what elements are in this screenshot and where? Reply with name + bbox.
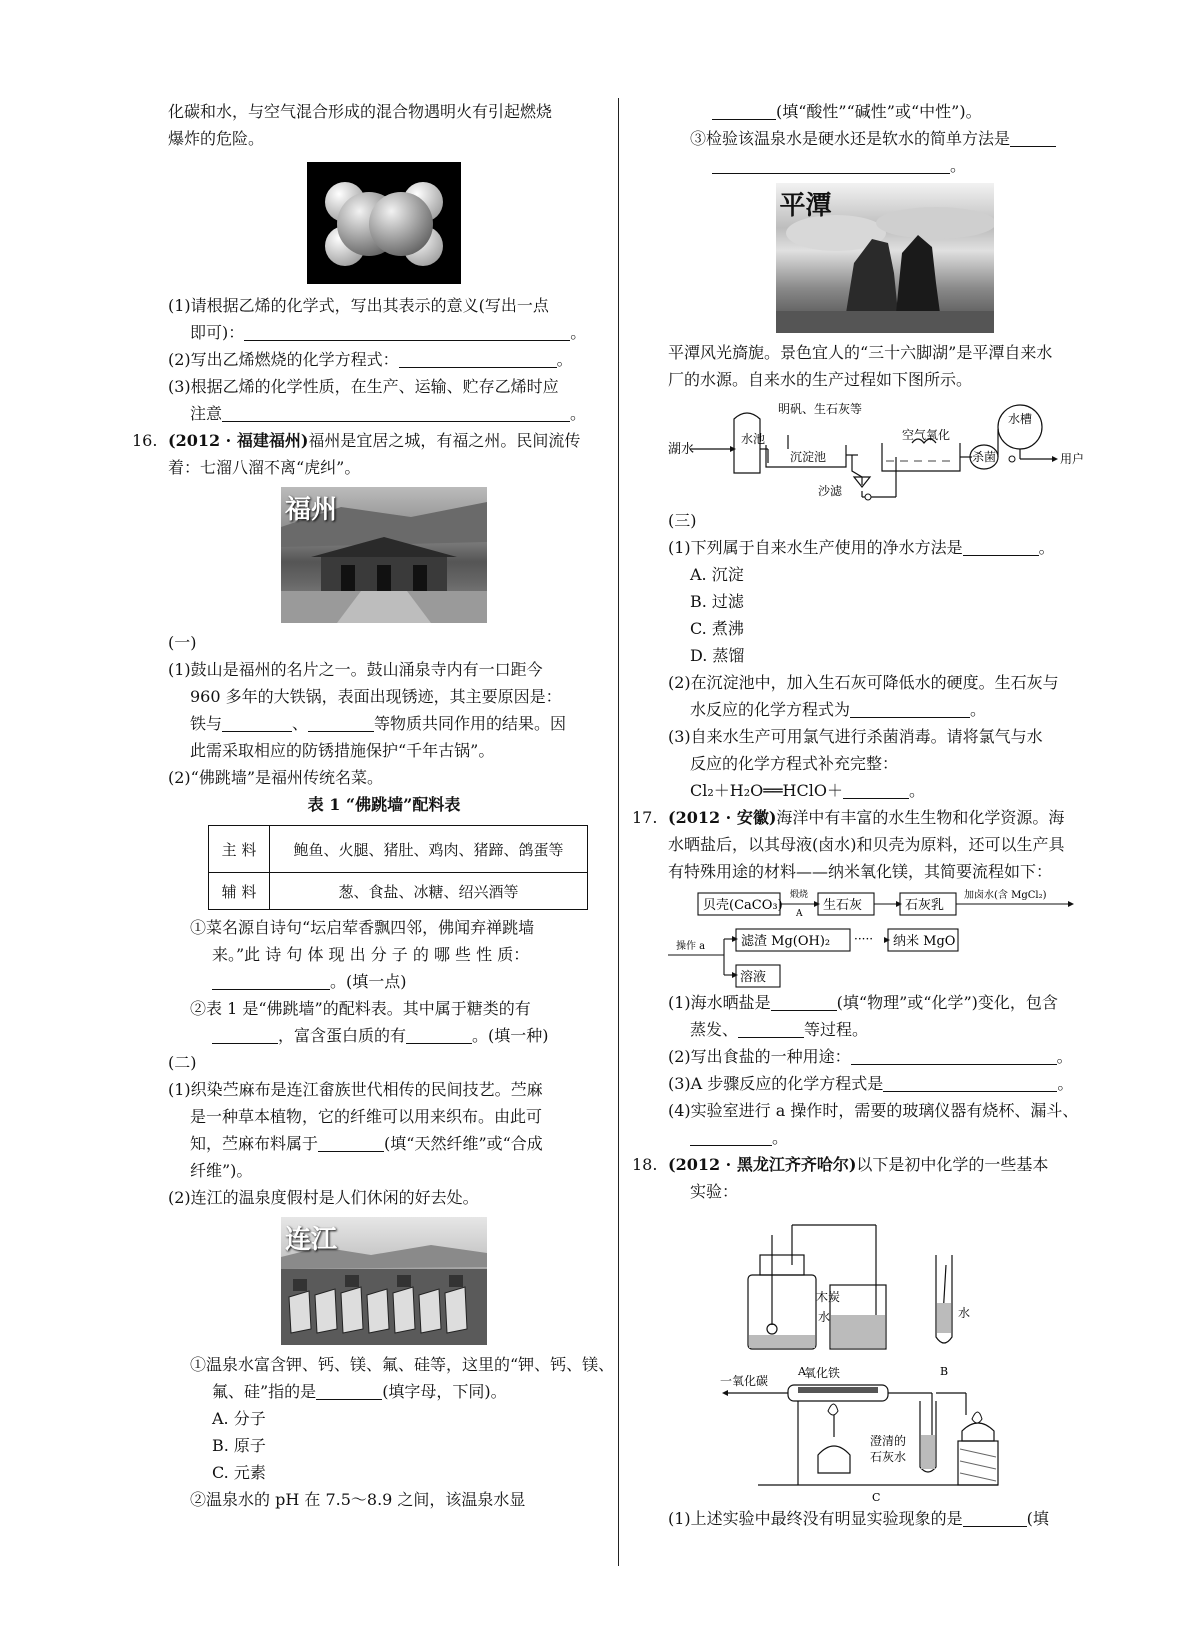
- question-source: (2012 · 黑龙江齐齐哈尔): [668, 1155, 857, 1174]
- answer-blank[interactable]: [244, 322, 570, 341]
- mg-dots: ·····: [854, 932, 874, 946]
- text-line: (2)写出乙烯燃烧的化学方程式： 。: [168, 350, 573, 369]
- label-limewater-2: 石灰水: [870, 1450, 907, 1464]
- option: B. 过滤: [690, 592, 744, 611]
- label-a: A: [798, 1365, 806, 1378]
- ethylene-model-image: [307, 162, 461, 284]
- label-water: 水: [818, 1310, 831, 1324]
- flow-sand: 沙滤: [818, 484, 843, 498]
- text-line: (填“酸性”“碱性”或“中性”)。: [668, 98, 1101, 125]
- photo-caption: 连江: [285, 1225, 338, 1255]
- question-16: 16. (2012 · 福建福州)福州是宜居之城，有福之州。民间流传: [168, 427, 600, 454]
- label-fe2o3: 氧化铁: [804, 1366, 841, 1380]
- text-line: (2)连江的温泉度假村是人们休闲的好去处。: [168, 1188, 479, 1207]
- text-line: (4)实验室进行 a 操作时，需要的玻璃仪器有烧杯、漏斗、: [668, 1101, 1079, 1120]
- mg-limemilk: 石灰乳: [905, 898, 945, 913]
- text-line: (3)自来水生产可用氯气进行杀菌消毒。请将氯气与水: [668, 727, 1043, 746]
- text-line: (2)在沉淀池中，加入生石灰可降低水的硬度。生石灰与: [668, 673, 1059, 692]
- label-c: C: [872, 1491, 881, 1504]
- answer-blank[interactable]: [963, 1508, 1027, 1527]
- answer-blank[interactable]: [963, 537, 1039, 556]
- text-line: 知，苎麻布料属于 (填“天然纤维”或“合成: [190, 1134, 543, 1153]
- text-line: 。(填一点): [168, 968, 600, 995]
- answer-blank[interactable]: [1010, 128, 1056, 147]
- label-limewater-1: 澄清的: [870, 1434, 907, 1448]
- flow-lake: 湖水: [668, 442, 695, 457]
- mg-solution: 溶液: [740, 970, 767, 985]
- mg-shell: 贝壳(CaCO₃): [703, 898, 783, 913]
- answer-blank[interactable]: [222, 403, 570, 422]
- experiment-apparatus: [668, 1205, 1101, 1505]
- text-line: (3)根据乙烯的化学性质，在生产、运输、贮存乙烯时应: [168, 377, 559, 396]
- ingredient-table: [208, 825, 588, 910]
- flow-pool: 水池: [741, 432, 766, 446]
- text-line: ①温泉水富含钾、钙、镁、氟、硅等，这里的“钾、钙、镁、: [190, 1355, 615, 1374]
- pingtan-photo: [776, 183, 994, 333]
- mg-brine: 加卤水(含 MgCl₂): [964, 890, 1047, 901]
- answer-blank[interactable]: [316, 1381, 382, 1400]
- question-source: (2012 · 安徽): [668, 808, 777, 827]
- text-line: 。: [668, 152, 1101, 179]
- text-line: 厂的水源。自来水的生产过程如下图所示。: [668, 370, 973, 389]
- text-line: (1)请根据乙烯的化学式，写出其表示的意义(写出一点: [168, 296, 549, 315]
- table-row: 主 料 鲍鱼、火腿、猪肚、鸡肉、猪蹄、鸽蛋等: [209, 826, 588, 873]
- answer-blank[interactable]: [308, 713, 374, 732]
- answer-blank[interactable]: [850, 699, 970, 718]
- answer-blank[interactable]: [212, 971, 330, 990]
- text-line: (1)海水晒盐是 (填“物理”或“化学”)变化，包含: [668, 993, 1058, 1012]
- flow-air: 空气氧化: [902, 428, 951, 442]
- text-line: 有特殊用途的材料——纳米氧化镁，其简要流程如下：: [668, 862, 1053, 881]
- option: A. 分子: [212, 1409, 266, 1428]
- flow-user: 用户: [1060, 452, 1085, 466]
- answer-blank[interactable]: [712, 155, 950, 174]
- photo-caption: 平潭: [779, 191, 832, 221]
- ethylene-model-svg: [307, 162, 461, 284]
- text-line: ②表 1 是“佛跳墙”的配料表。其中属于糖类的有: [190, 999, 531, 1018]
- section-label: (三): [668, 511, 697, 530]
- flow-sediment: 沉淀池: [790, 450, 827, 464]
- text-line: 反应的化学方程式补充完整：: [690, 754, 899, 773]
- column-divider: [618, 98, 619, 1566]
- answer-blank[interactable]: [222, 713, 292, 732]
- text-line: 爆炸的危险。: [168, 129, 265, 148]
- left-column: [132, 98, 615, 1513]
- label-b: B: [940, 1365, 949, 1378]
- question-source: (2012 · 福建福州): [168, 431, 309, 450]
- text-line: 平潭风光旖旎。景色宜人的“三十六脚湖”是平潭自来水: [668, 343, 1053, 362]
- option: C. 元素: [212, 1463, 266, 1482]
- text-line: 铁与 、 等物质共同作用的结果。因: [190, 714, 567, 733]
- question-number: 18.: [632, 1155, 658, 1174]
- text-line: 实验：: [690, 1182, 739, 1201]
- text-line: 蒸发、 等过程。: [690, 1020, 869, 1039]
- option: B. 原子: [212, 1436, 266, 1455]
- mg-operation-a: 操作 a: [676, 941, 706, 952]
- text-line: 水反应的化学方程式为 。: [690, 700, 987, 719]
- lianjiang-photo: [281, 1217, 487, 1345]
- water-treatment-diagram: [668, 397, 1101, 505]
- text-line: 化碳和水，与空气混合形成的混合物遇明火有引起燃烧: [168, 102, 553, 121]
- text-line: ②温泉水的 pH 在 7.5～8.9 之间，该温泉水显: [190, 1490, 526, 1509]
- question-number: 17.: [632, 808, 658, 827]
- label-co: 一氧化碳: [720, 1374, 769, 1388]
- photo-caption: 福州: [285, 495, 338, 525]
- text-line: (2)“佛跳墙”是福州传统名菜。: [168, 768, 384, 787]
- question-number: 16.: [132, 431, 158, 450]
- text-line: 纤维”)。: [190, 1161, 253, 1180]
- text-line: 。: [668, 1124, 1101, 1151]
- answer-blank[interactable]: [771, 992, 837, 1011]
- text-line: (1)上述实验中最终没有明显实验现象的是 (填: [668, 1509, 1049, 1528]
- option: A. 沉淀: [690, 565, 744, 584]
- answer-blank[interactable]: [883, 1073, 1057, 1092]
- mg-lime: 生石灰: [823, 898, 863, 913]
- label-charcoal: 木炭: [816, 1290, 841, 1304]
- text-line: ，富含蛋白质的有 。(填一种): [168, 1022, 600, 1049]
- text-line: 即可)： 。: [190, 323, 587, 342]
- text-line: ③检验该温泉水是硬水还是软水的简单方法是: [668, 125, 1101, 152]
- fuzhou-photo: [281, 487, 487, 623]
- section-label: (二): [168, 1053, 197, 1072]
- option: C. 煮沸: [690, 619, 744, 638]
- mgo-flowchart: [668, 885, 1101, 989]
- flow-tank: 水槽: [1008, 412, 1033, 426]
- text-line: 960 多年的大铁锅，表面出现锈迹，其主要原因是：: [190, 687, 562, 706]
- text-line: 着：七溜八溜不离“虎纠”。: [168, 458, 361, 477]
- section-label: (一): [168, 633, 197, 652]
- table-title: 表 1 “佛跳墙”配料表: [307, 795, 461, 814]
- label-water-b: 水: [958, 1306, 971, 1320]
- answer-blank[interactable]: [318, 1133, 384, 1152]
- text-line: 此需采取相应的防锈措施保护“千年古锅”。: [190, 741, 495, 760]
- flow-kill: 杀菌: [972, 450, 997, 464]
- table-row: 辅 料 葱、食盐、冰糖、绍兴酒等: [209, 873, 588, 910]
- text-line: (1)鼓山是福州的名片之一。鼓山涌泉寺内有一口距今: [168, 660, 543, 679]
- answer-blank[interactable]: [406, 1025, 472, 1044]
- text-line: (2)写出食盐的一种用途： 。: [668, 1047, 1073, 1066]
- text-line: (1)下列属于自来水生产使用的净水方法是 。: [668, 538, 1055, 557]
- text-line: 水晒盐后，以其母液(卤水)和贝壳为原料，还可以生产具: [668, 835, 1065, 854]
- answer-blank[interactable]: [851, 1046, 1057, 1065]
- answer-blank[interactable]: [843, 780, 909, 799]
- answer-blank[interactable]: [212, 1025, 278, 1044]
- mg-nano: 纳米 MgO: [893, 934, 956, 949]
- text-line: 注意 。: [190, 404, 587, 423]
- flow-additives: 明矾、生石灰等: [778, 402, 863, 416]
- text-line: 是一种草本植物，它的纤维可以用来织布。由此可: [190, 1107, 543, 1126]
- text-line: (3)A 步骤反应的化学方程式是 。: [668, 1074, 1074, 1093]
- mg-calcine: 煅烧: [790, 890, 809, 900]
- text-line: ①菜名源自诗句“坛启荤香飘四邻，佛闻弃禅跳墙: [190, 918, 535, 937]
- question-18: 18. (2012 · 黑龙江齐齐哈尔)以下是初中化学的一些基本: [668, 1151, 1101, 1178]
- mg-step-a: A: [796, 909, 803, 919]
- text-line: 氟、硅”指的是 (填字母，下同)。: [212, 1382, 507, 1401]
- answer-blank[interactable]: [399, 349, 557, 368]
- answer-blank[interactable]: [690, 1127, 772, 1146]
- question-17: 17. (2012 · 安徽)海洋中有丰富的水生生物和化学资源。海: [668, 804, 1101, 831]
- mg-residue: 滤渣 Mg(OH)₂: [741, 934, 831, 949]
- text-line: Cl₂＋H₂O══HClO＋ 。: [690, 781, 925, 800]
- right-column: [632, 98, 1101, 1532]
- text-line: 来。”此 诗 句 体 现 出 分 子 的 哪 些 性 质：: [212, 945, 530, 964]
- text-line: (1)织染苎麻布是连江畲族世代相传的民间技艺。苎麻: [168, 1080, 543, 1099]
- answer-blank[interactable]: [738, 1019, 804, 1038]
- answer-blank[interactable]: [712, 101, 776, 120]
- option: D. 蒸馏: [690, 646, 745, 665]
